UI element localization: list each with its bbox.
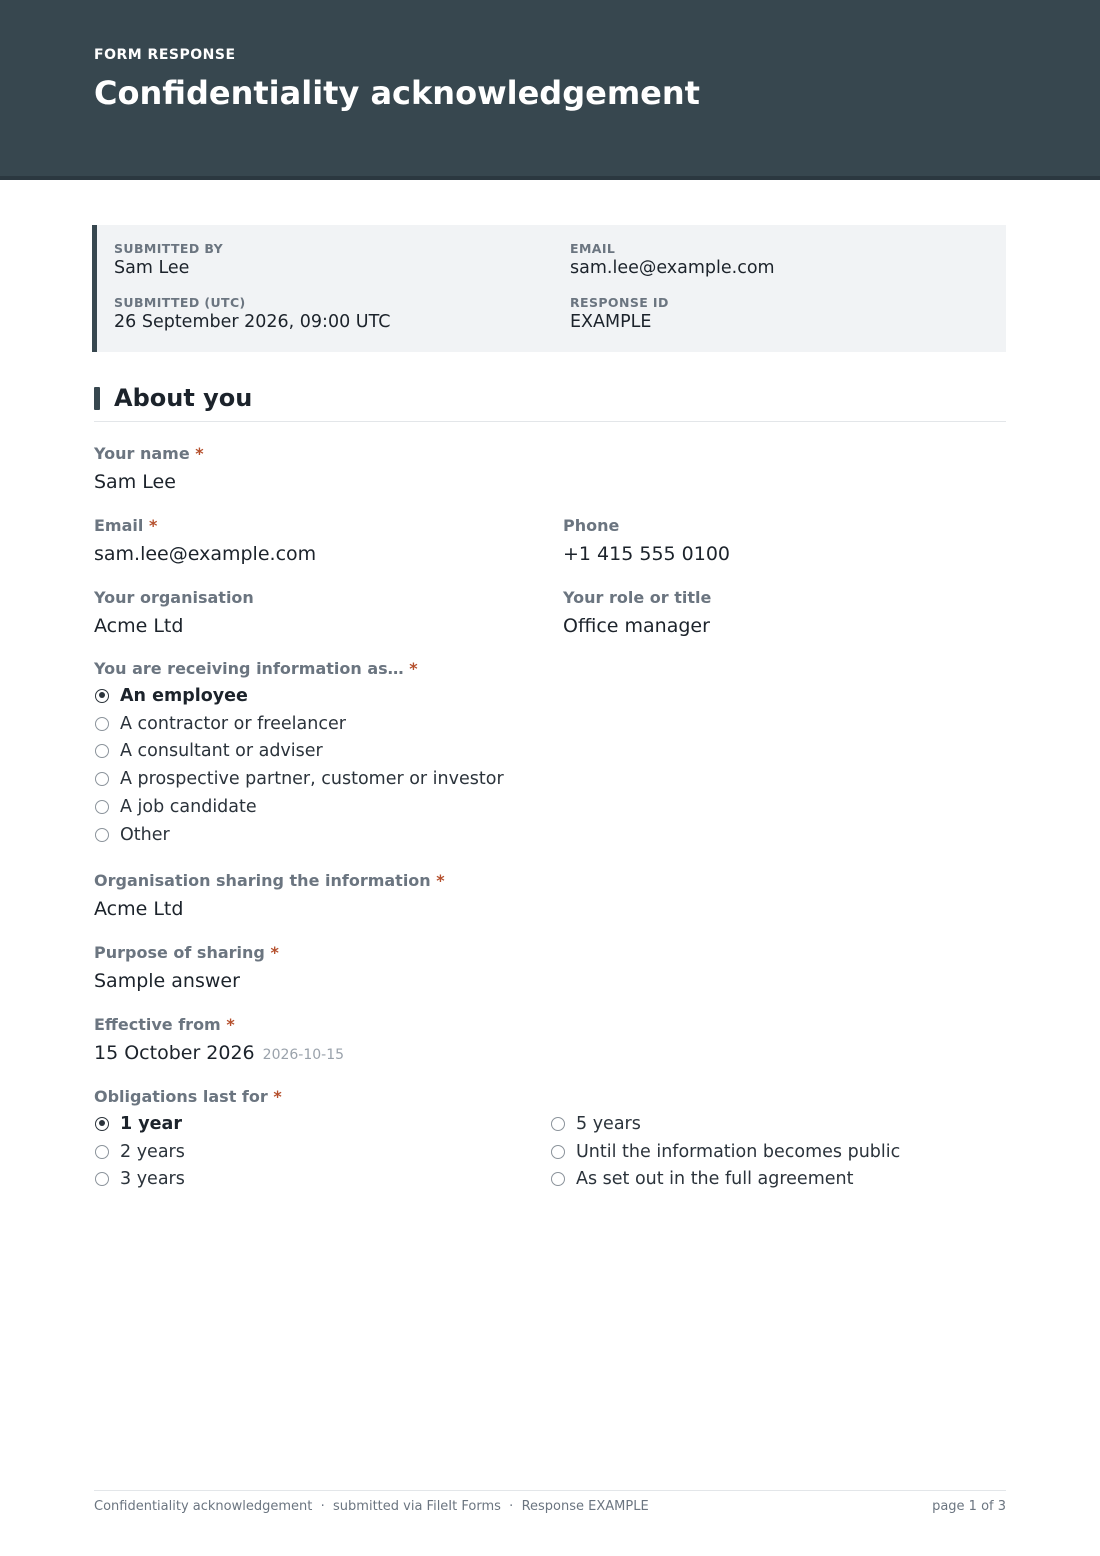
radio-option-label: A job candidate	[120, 797, 257, 818]
page-header	[0, 0, 1100, 180]
page-title: Confidentiality acknowledgement	[94, 74, 700, 112]
radio-option-label: A consultant or adviser	[120, 741, 323, 762]
radio-option[interactable]	[94, 1138, 185, 1166]
obligations-options-right	[550, 1110, 900, 1193]
meta-response-id-label: RESPONSE ID	[570, 295, 669, 310]
radio-empty-icon	[95, 717, 109, 731]
radio-option-label: Other	[120, 824, 170, 845]
field-value: 15 October 2026 2026-10-15	[94, 1042, 345, 1064]
required-marker: *	[270, 943, 279, 962]
radio-option-label: Until the information becomes public	[576, 1141, 901, 1162]
radio-selected-icon	[95, 689, 109, 703]
section-title: About you	[114, 384, 253, 412]
meta-email	[570, 241, 775, 279]
submission-meta-panel	[92, 225, 1006, 352]
page-footer	[94, 1490, 1006, 1514]
radio-option-label: 1 year	[120, 1113, 182, 1134]
field-label: Organisation sharing the information *	[94, 871, 445, 890]
radio-option-label: An employee	[120, 685, 248, 706]
field-value: sam.lee@example.com	[94, 543, 317, 565]
field-label: Phone	[563, 516, 620, 535]
radio-option[interactable]	[550, 1138, 900, 1166]
radio-empty-icon	[95, 744, 109, 758]
field-email	[94, 516, 316, 566]
meta-response-id-value: EXAMPLE	[570, 312, 652, 332]
radio-option[interactable]	[94, 821, 504, 849]
radio-empty-icon	[95, 800, 109, 814]
meta-submitted-by	[114, 241, 223, 279]
radio-option-label: 5 years	[576, 1113, 641, 1134]
field-label: Email *	[94, 516, 158, 535]
meta-submitted-utc-value: 26 September 2026, 09:00 UTC	[114, 312, 391, 332]
field-receiving-as	[94, 659, 418, 679]
required-marker: *	[195, 444, 204, 463]
radio-empty-icon	[95, 828, 109, 842]
meta-submitted-by-value: Sam Lee	[114, 258, 190, 278]
meta-submitted-by-label: SUBMITTED BY	[114, 241, 224, 256]
radio-option[interactable]	[94, 710, 504, 738]
field-role	[563, 588, 711, 638]
radio-empty-icon	[551, 1117, 565, 1131]
radio-option[interactable]	[94, 1166, 185, 1194]
radio-option[interactable]	[94, 765, 504, 793]
radio-option[interactable]	[94, 1110, 185, 1138]
footer-separator: ·	[509, 1499, 514, 1514]
footer-response: Response EXAMPLE	[521, 1499, 649, 1514]
radio-empty-icon	[95, 1172, 109, 1186]
field-purpose	[94, 943, 279, 993]
field-value: Acme Ltd	[94, 898, 184, 920]
obligations-options-left	[94, 1110, 185, 1193]
field-label: Your role or title	[563, 588, 712, 607]
footer-form-name: Confidentiality acknowledgement	[94, 1499, 313, 1514]
field-value: +1 415 555 0100	[563, 543, 731, 565]
radio-option[interactable]	[550, 1166, 900, 1194]
meta-submitted-utc	[114, 295, 390, 333]
field-obligations	[94, 1087, 282, 1107]
field-value: Sample answer	[94, 970, 240, 992]
meta-email-value: sam.lee@example.com	[570, 258, 775, 278]
radio-option-label: A prospective partner, customer or investor	[120, 769, 504, 790]
iso-date: 2026-10-15	[262, 1047, 345, 1063]
footer-separator: ·	[320, 1499, 325, 1514]
required-marker: *	[436, 871, 445, 890]
radio-option[interactable]	[550, 1110, 900, 1138]
radio-selected-icon	[95, 1117, 109, 1131]
header-eyebrow: FORM RESPONSE	[94, 47, 236, 63]
radio-empty-icon	[551, 1172, 565, 1186]
field-value: Acme Ltd	[94, 615, 184, 637]
field-label: Purpose of sharing *	[94, 943, 279, 962]
field-value: Office manager	[563, 615, 710, 637]
meta-response-id	[570, 295, 669, 333]
section-heading	[94, 382, 1006, 422]
field-organisation	[94, 588, 254, 638]
required-marker: *	[273, 1087, 282, 1106]
field-your-name	[94, 444, 204, 494]
field-label: Obligations last for *	[94, 1087, 282, 1106]
radio-empty-icon	[95, 772, 109, 786]
meta-submitted-utc-label: SUBMITTED (UTC)	[114, 295, 246, 310]
section-accent-bar	[94, 387, 100, 410]
footer-via: submitted via FileIt Forms	[333, 1499, 501, 1514]
required-marker: *	[409, 659, 418, 678]
field-effective-from	[94, 1015, 344, 1067]
radio-option-label: 2 years	[120, 1141, 185, 1162]
required-marker: *	[148, 516, 158, 535]
radio-empty-icon	[95, 1145, 109, 1159]
field-value: Sam Lee	[94, 471, 176, 493]
required-marker: *	[226, 1015, 235, 1034]
field-label: Your organisation	[94, 588, 254, 607]
field-label: Your name *	[94, 444, 204, 463]
radio-option[interactable]	[94, 682, 504, 710]
field-sharing-organisation	[94, 871, 445, 921]
field-label: Effective from *	[94, 1015, 235, 1034]
radio-empty-icon	[551, 1145, 565, 1159]
field-label: You are receiving information as… *	[94, 659, 418, 678]
page-number: page 1 of 3	[932, 1499, 1006, 1514]
meta-email-label: EMAIL	[570, 241, 616, 256]
field-phone	[563, 516, 730, 566]
radio-option[interactable]	[94, 738, 504, 766]
radio-option-label: 3 years	[120, 1169, 185, 1190]
radio-option-label: As set out in the full agreement	[576, 1169, 854, 1190]
radio-option[interactable]	[94, 793, 504, 821]
receiving-as-options	[94, 682, 504, 849]
radio-option-label: A contractor or freelancer	[120, 713, 346, 734]
